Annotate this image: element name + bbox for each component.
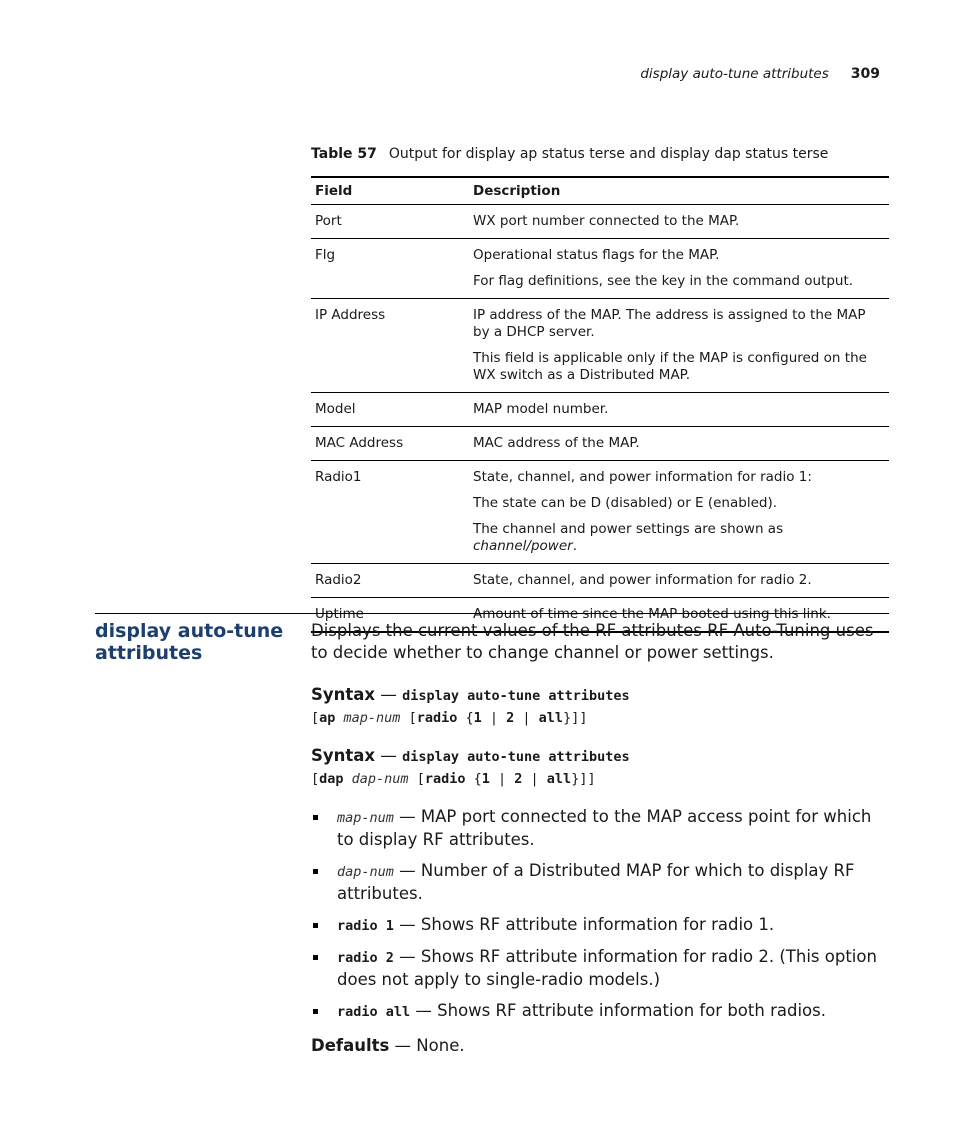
description-text: IP address of the MAP. The address is assigned to the MAP by a DHCP server. [473,307,866,340]
bracket: [ [311,771,320,787]
separator: | [522,771,547,787]
syntax-ap [311,684,889,729]
list-item [311,860,889,905]
param-description: — Shows RF attribute information for radio 2. (This option does not apply to single-radio models.) [337,947,877,989]
separator: | [514,710,539,726]
description-cell [469,427,889,461]
list-item [311,1000,889,1023]
value-1: 1 [481,771,490,787]
syntax-dash: — [375,746,403,765]
field-cell: IP Address [311,299,469,393]
running-header-title: display auto-tune attributes [640,66,829,82]
description-text: MAC address of the MAP. [473,435,640,451]
bracket: [ [416,771,425,787]
param-description: — Number of a Distributed MAP for which to display RF attributes. [337,861,855,903]
column-header-field: Field [311,177,469,205]
output-fields-table [311,176,889,633]
table-row [311,393,889,427]
parameter-list [311,806,889,1023]
param-description: — MAP port connected to the MAP access point for which to display RF attributes. [337,807,872,849]
keyword-dap: dap [319,771,344,787]
defaults-text: — None. [389,1036,465,1055]
field-cell: Uptime [311,598,469,633]
description-cell [469,299,889,393]
description-text: WX port number connected to the MAP. [473,213,740,229]
syntax-command: display auto-tune attributes [402,688,630,704]
bracket-close: }]] [571,771,596,787]
table-row [311,461,889,564]
description-cell [469,205,889,239]
list-item [311,806,889,851]
bracket: [ [311,710,320,726]
keyword-radio: radio [416,710,458,726]
description-text: This field is applicable only if the MAP is configured on the WX switch as a Distributed MAP. [473,350,867,383]
description-text: MAP model number. [473,401,609,417]
description-cell [469,393,889,427]
page-number: 309 [850,66,880,82]
table-row [311,239,889,299]
description-italic: channel/power [473,538,573,554]
section-title: display auto-tune attributes [95,620,284,664]
param-term: map-num [337,810,394,826]
value-2: 2 [514,771,523,787]
list-item [311,946,889,991]
keyword-ap: ap [319,710,336,726]
section-divider [95,613,889,614]
param-term: radio all [337,1004,411,1020]
description-cell [469,239,889,299]
field-cell: Radio2 [311,564,469,598]
separator: | [489,771,515,787]
description-text: The state can be D (disabled) or E (enabled). [473,495,778,511]
param-term: radio 1 [337,918,394,934]
bracket-close: }]] [563,710,588,726]
syntax-options [311,707,889,729]
value-all: all [538,710,564,726]
field-cell: Port [311,205,469,239]
description-cell [469,461,889,564]
syntax-label: Syntax [311,746,376,765]
param-description: — Shows RF attribute information for radio 1. [393,915,775,934]
table-row [311,299,889,393]
field-cell: Radio1 [311,461,469,564]
arg-map-num: map-num [335,710,409,726]
table-row [311,564,889,598]
section-intro: Displays the current values of the RF attributes RF Auto-Tuning uses to decide whether to change channel or power settings. [311,621,874,662]
table-caption [311,146,889,162]
separator: | [481,710,507,726]
table-caption-text: Output for display ap status terse and display dap status terse [388,146,829,162]
table-row [311,427,889,461]
description-text: State, channel, and power information for radio 2. [473,572,812,588]
table-header-row [311,177,889,205]
list-item [311,914,889,937]
description-text-part: The channel and power settings are shown as [473,521,784,537]
column-header-description: Description [469,177,889,205]
field-cell: Flg [311,239,469,299]
defaults-label: Defaults [311,1036,390,1055]
syntax-dap [311,745,889,790]
field-cell: Model [311,393,469,427]
description-text [473,521,885,555]
description-tail: . [572,538,577,554]
arg-dap-num: dap-num [343,771,417,787]
value-2: 2 [506,710,515,726]
table-row [311,205,889,239]
param-term: dap-num [337,864,394,880]
description-text: Amount of time since the MAP booted using this link. [473,606,831,622]
running-header [640,66,880,82]
bracket: [ [408,710,417,726]
description-text: Operational status flags for the MAP. [473,247,720,263]
syntax-command: display auto-tune attributes [402,749,630,765]
value-all: all [546,771,572,787]
description-text: For flag definitions, see the key in the command output. [473,273,854,289]
brace: { [457,710,474,726]
table-label: Table 57 [311,146,377,162]
description-text: State, channel, and power information for radio 1: [473,469,812,485]
syntax-options [311,768,889,790]
description-cell [469,564,889,598]
defaults [311,1035,889,1057]
param-description: — Shows RF attribute information for both radios. [410,1001,826,1020]
param-term: radio 2 [337,950,394,966]
value-1: 1 [473,710,482,726]
section-body [311,620,889,1057]
syntax-label: Syntax [311,685,376,704]
keyword-radio: radio [424,771,466,787]
field-cell: MAC Address [311,427,469,461]
brace: { [465,771,482,787]
syntax-dash: — [375,685,403,704]
